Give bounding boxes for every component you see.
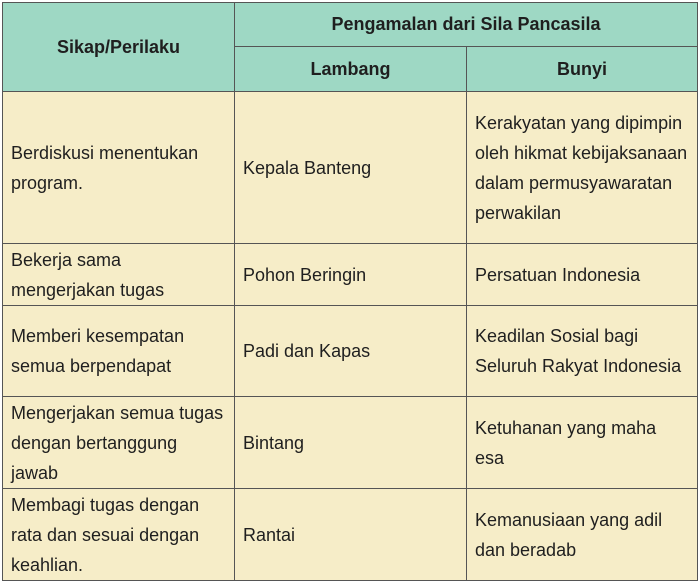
header-lambang: Lambang [235, 47, 467, 92]
table-row [3, 306, 698, 397]
header-bunyi: Bunyi [467, 47, 698, 92]
cell-bunyi: Kemanusiaan yang adil dan beradab [467, 489, 698, 581]
table-row [3, 244, 698, 306]
cell-sikap: Memberi kesempatan semua berpendapat [3, 306, 235, 397]
header-sikap: Sikap/Perilaku [3, 3, 235, 92]
table-row [3, 489, 698, 581]
cell-bunyi: Kerakyatan yang dipimpin oleh hikmat kebijaksanaan dalam permusyawaratan perwakilan [467, 92, 698, 244]
table-body [3, 92, 698, 581]
cell-sikap: Bekerja sama mengerjakan tugas [3, 244, 235, 306]
cell-bunyi: Persatuan Indonesia [467, 244, 698, 306]
cell-sikap: Berdiskusi menentukan program. [3, 92, 235, 244]
table-header [3, 3, 698, 92]
cell-sikap: Membagi tugas dengan rata dan sesuai dengan keahlian. [3, 489, 235, 581]
pancasila-table [2, 2, 698, 581]
cell-sikap: Mengerjakan semua tugas dengan bertanggung jawab [3, 397, 235, 489]
cell-lambang: Rantai [235, 489, 467, 581]
cell-lambang: Pohon Beringin [235, 244, 467, 306]
header-pengamalan: Pengamalan dari Sila Pancasila [235, 3, 698, 47]
header-row-1 [3, 3, 698, 47]
cell-lambang: Padi dan Kapas [235, 306, 467, 397]
table-row [3, 397, 698, 489]
cell-lambang: Kepala Banteng [235, 92, 467, 244]
cell-bunyi: Ketuhanan yang maha esa [467, 397, 698, 489]
cell-bunyi: Keadilan Sosial bagi Seluruh Rakyat Indonesia [467, 306, 698, 397]
table-row [3, 92, 698, 244]
cell-lambang: Bintang [235, 397, 467, 489]
